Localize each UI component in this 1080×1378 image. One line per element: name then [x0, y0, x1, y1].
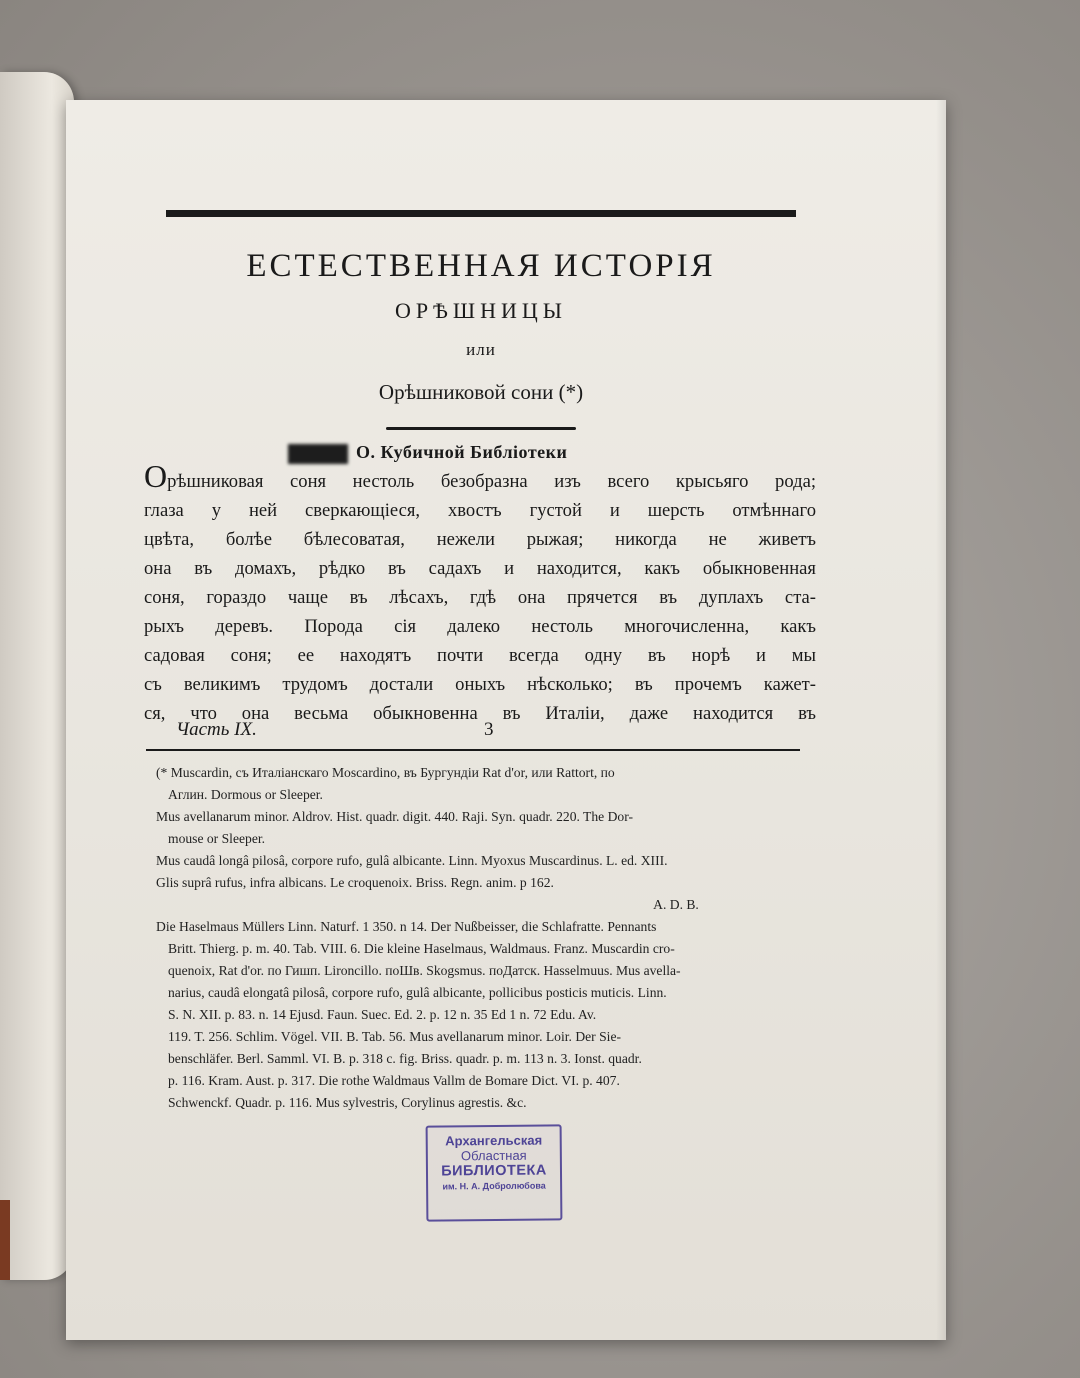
body-line: цвѣта, болѣе бѣлесоватая, нежели рыжая; никогда не живетъ [144, 529, 816, 550]
library-stamp [426, 1124, 563, 1221]
ornament-divider [386, 427, 576, 430]
left-page-edge [0, 72, 74, 1280]
book-page [66, 100, 946, 1340]
heading-smudge [288, 444, 348, 464]
body-line: ся, что она весьма обыкновенна въ Италіи, даже находится въ [144, 703, 816, 724]
title-connector: или [466, 340, 496, 359]
section-heading: О. Кубичной Библіотеки [356, 442, 568, 462]
footnote-line: Mus avellanarum minor. Aldrov. Hist. quadr. digit. 440. Raji. Syn. quadr. 220. The Dor- [156, 809, 633, 824]
page-subtitle-alt: Орѣшниковой сони (*) [378, 380, 584, 404]
footnote-line: quenoix, Rat d'or. по Гишп. Lironcillo. поШв. Skogsmus. поДатск. Hasselmuus. Mus avella- [168, 963, 681, 978]
footnote-line: Schwenckf. Quadr. p. 116. Mus sylvestris, Corylinus agrestis. &c. [168, 1095, 527, 1110]
footnote-line: Glis suprâ rufus, infra albicans. Le croquenoix. Briss. Regn. anim. p 162. [156, 875, 554, 890]
stamp-line: БИБЛИОТЕКА [441, 1162, 547, 1180]
footnotes [156, 762, 816, 1114]
body-line: съ великимъ трудомъ достали оныхъ нѣсколько; въ прочемъ кажет- [144, 674, 816, 695]
page-title: ЕСТЕСТВЕННАЯ ИСТОРІЯ [246, 248, 716, 284]
footnote-line: Аглин. Dormous or Sleeper. [168, 787, 323, 802]
signature-mark: Часть IX. [176, 719, 257, 740]
footnote-line: Die Haselmaus Müllers Linn. Naturf. 1 350. n 14. Der Nußbeisser, die Schlafratte. Pennants [156, 919, 657, 934]
footnote-line: mouse or Sleeper. [168, 831, 266, 846]
footnote-line: 119. T. 256. Schlim. Vögel. VII. B. Tab. 56. Mus avellanarum minor. Loir. Der Sie- [168, 1029, 622, 1044]
body-line: соня, гораздо чаще въ лѣсахъ, гдѣ она прячется въ дуплахъ ста- [144, 587, 816, 608]
footnote-line: Britt. Thierg. p. m. 40. Tab. VIII. 6. Die kleine Haselmaus, Waldmaus. Franz. Muscardin cro- [168, 941, 675, 956]
page-edge-shadow [936, 100, 946, 1340]
body-line: глаза у ней сверкающіеся, хвостъ густой и шерсть отмѣннаго [144, 500, 816, 521]
book-spine [0, 1200, 10, 1280]
body-text [144, 458, 816, 728]
footnote-line: S. N. XII. p. 83. n. 14 Ejusd. Faun. Suec. Ed. 2. p. 12 n. 35 Ed 1 n. 72 Edu. Av. [168, 1007, 597, 1022]
page-number: 3 [484, 719, 494, 740]
body-line: рыхъ деревъ. Порода сія далеко нестоль многочисленна, какъ [144, 616, 816, 637]
footnote-line: p. 116. Kram. Aust. p. 317. Die rothe Waldmaus Vallm de Bomare Dict. VI. p. 407. [168, 1073, 620, 1088]
footnote-rule [146, 749, 800, 751]
page-subtitle: ОРѢШНИЦЫ [395, 298, 567, 323]
stamp-line: им. Н. А. Добролюбова [442, 1180, 546, 1192]
body-line: Орѣшниковая соня нестоль безобразна изъ всего крысьяго рода; [144, 458, 816, 494]
footnote-line: Mus caudâ longâ pilosâ, corpore rufo, gulâ albicante. Linn. Myoxus Muscardinus. L. ed. XIII. [156, 853, 668, 868]
footnote-line: (* Muscardin, съ Италіанскаго Moscardino, въ Бургундіи Rat d'or, или Rattort, по [156, 765, 615, 780]
drop-cap: О [144, 458, 168, 494]
body-line: садовая соня; ее находятъ почти всегда одну въ норѣ и мы [144, 645, 816, 666]
footnote-line: benschläfer. Berl. Samml. VI. B. p. 318 c. fig. Briss. quadr. p. m. 113 n. 3. Ionst. quadr. [168, 1051, 642, 1066]
stamp-line: Областная [460, 1147, 527, 1164]
body-line: она въ домахъ, рѣдко въ садахъ и находится, какъ обыкновенная [144, 558, 816, 579]
footnote-line: narius, caudâ elongatâ pilosâ, corpore rufo, gulâ albicante, pollicibus posticis muticis. Linn. [168, 985, 667, 1000]
stamp-line: Архангельская [445, 1132, 543, 1149]
footnote-line: A. D. B. [653, 897, 699, 912]
header-double-rule [166, 210, 796, 217]
